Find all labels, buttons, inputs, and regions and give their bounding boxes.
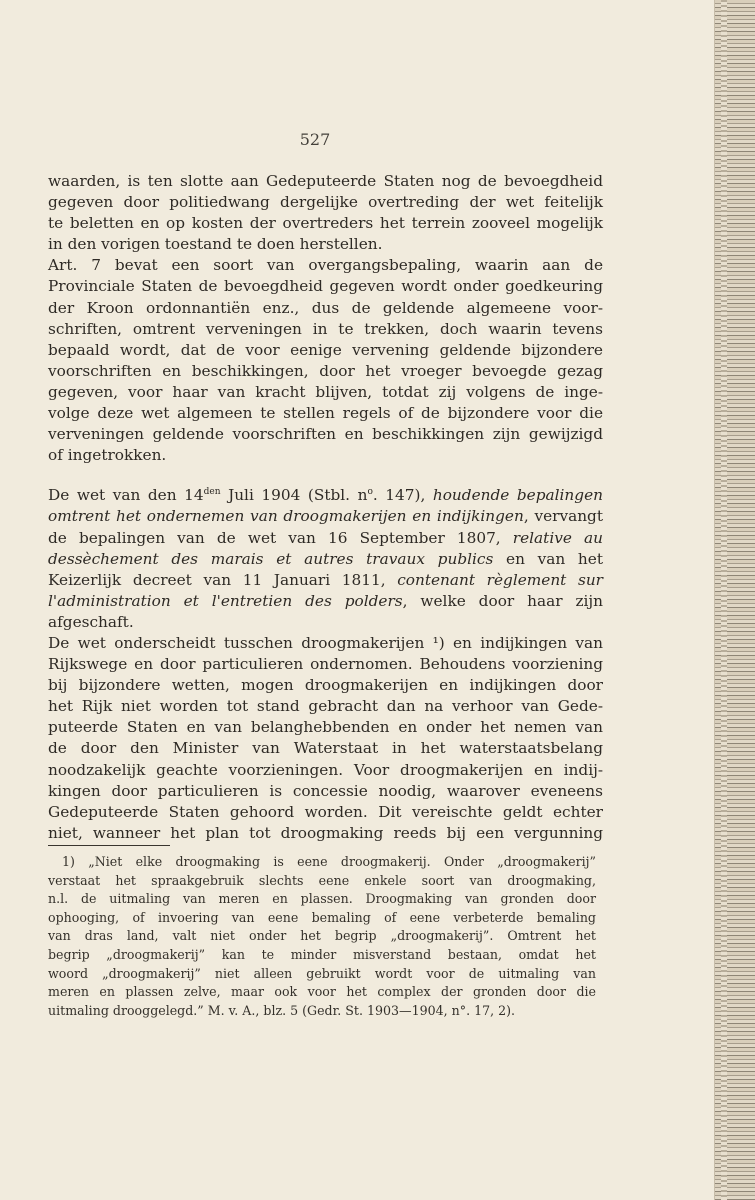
text-span: . 147), <box>372 486 433 505</box>
text-line: noodzakelijk geachte voorzieningen. Voor droogmakerijen en indij- <box>48 760 603 779</box>
text-line: in den vorigen toestand te doen herstellen. <box>48 235 383 254</box>
paragraph-4 <box>48 633 603 844</box>
page-edge-stack <box>714 0 755 1200</box>
footnote-line: uitmaling drooggelegd.” M. v. A., blz. 5 (Gedr. St. 1903—1904, n°. 17, 2). <box>48 1002 516 1018</box>
text-span: Juli 1904 (Stbl. n <box>220 486 368 505</box>
footnote-line: n.l. de uitmaling van meren en plassen. Droogmaking van gronden door <box>48 891 596 907</box>
text-line: voorschriften en beschikkingen, door het vroeger bevoegde gezag <box>48 361 603 380</box>
text-line: de door den Minister van Waterstaat in het waterstaatsbelang <box>48 739 603 758</box>
text-line: der Kroon ordonnantiën enz., dus de geldende algemeene voor- <box>48 298 603 317</box>
text-line: gegeven, voor haar van kracht blijven, totdat zij volgens de inge- <box>48 382 603 401</box>
text-span: , vervangt de bepalingen van de wet van 16 September 1807, <box>48 507 603 547</box>
footnote-line: van dras land, valt niet onder het begrip „droogmakerij”. Omtrent het <box>48 928 596 944</box>
text-line: kingen door particulieren is concessie noodig, waarover eveneens <box>48 781 603 800</box>
body-text <box>48 171 603 844</box>
paragraph-gap <box>48 466 603 485</box>
text-line: Rijkswege en door particulieren ondernomen. Behoudens voorziening <box>48 655 603 674</box>
italic-french-title: relative au dessèchement des marais et autres travaux publics <box>48 528 603 568</box>
text-line: bij bijzondere wetten, mogen droogmakerijen en indijkingen door <box>48 676 603 695</box>
text-line: Art. 7 bevat een soort van overgangsbepaling, waarin aan de <box>48 256 603 275</box>
footnote-line: 1) „Niet elke droogmaking is eene droogmakerij. Onder „droogmakerij” <box>62 854 596 869</box>
paragraph-2 <box>48 255 603 466</box>
superscript-den: den <box>203 487 221 498</box>
paragraph-1 <box>48 171 603 255</box>
footnote-divider <box>48 845 170 846</box>
text-line: schriften, omtrent verveningen in te trekken, doch waarin tevens <box>48 319 603 338</box>
text-line: De wet onderscheidt tusschen droogmakerijen ¹) en indijkingen van <box>48 633 603 652</box>
text-line: of ingetrokken. <box>48 446 167 465</box>
footnote-line: verstaat het spraakgebruik slechts eene enkele soort van droogmaking, <box>48 872 596 888</box>
text-line: Gedeputeerde Staten gehoord worden. Dit vereischte geldt echter <box>48 802 603 821</box>
text-line: puteerde Staten en van belanghebbenden en onder het nemen van <box>48 718 603 737</box>
text-line: het Rijk niet worden tot stand gebracht dan na verhoor van Gede- <box>48 697 603 716</box>
text-span: , welke door haar zijn afgeschaft. <box>48 591 603 631</box>
text-line: Provinciale Staten de bevoegdheid gegeven wordt onder goedkeuring <box>48 277 603 296</box>
text-line: bepaald wordt, dat de voor eenige vervening geldende bijzondere <box>48 340 603 359</box>
footnote-line: ophooging, of invoering van eene bemaling of eene verbeterde bemaling <box>48 909 596 925</box>
text-span: en van het Keizerlijk decreet van 11 Januari 1811, <box>48 549 603 589</box>
italic-law-title: houdende bepalingen omtrent het ondernemen van droogmakerijen en indijkingen <box>48 486 603 526</box>
paragraph-3 <box>48 485 603 633</box>
footnote-line: begrip „droogmakerij” kan te minder misverstand bestaan, omdat het <box>48 946 596 962</box>
text-line: gegeven door politiedwang dergelijke overtreding der wet feitelijk <box>48 193 603 212</box>
footnote-block <box>48 853 596 1020</box>
footnote-line: woord „droogmakerij” niet alleen gebruikt wordt voor de uitmaling van <box>48 965 596 981</box>
text-line: te beletten en op kosten der overtreders het terrein zooveel mogelijk <box>48 214 603 233</box>
italic-decree-title: contenant règlement sur l'administration et l'entretien des polders <box>48 570 603 610</box>
text-line: verveningen geldende voorschriften en beschikkingen zijn gewijzigd <box>48 425 603 444</box>
text-line: niet, wanneer het plan tot droogmaking reeds bij een vergunning <box>48 823 603 842</box>
page-number: 527 <box>299 130 331 149</box>
text-span: De wet van den 14 <box>48 486 204 505</box>
superscript-o: o <box>367 487 373 498</box>
text-line: waarden, is ten slotte aan Gedeputeerde Staten nog de bevoegdheid <box>48 172 603 190</box>
text-paragraph <box>48 485 603 633</box>
text-line: volge deze wet algemeen te stellen regels of de bijzondere voor die <box>48 404 603 423</box>
footnote-line: meren en plassen zelve, maar ook voor het complex der gronden door die <box>48 984 596 1000</box>
